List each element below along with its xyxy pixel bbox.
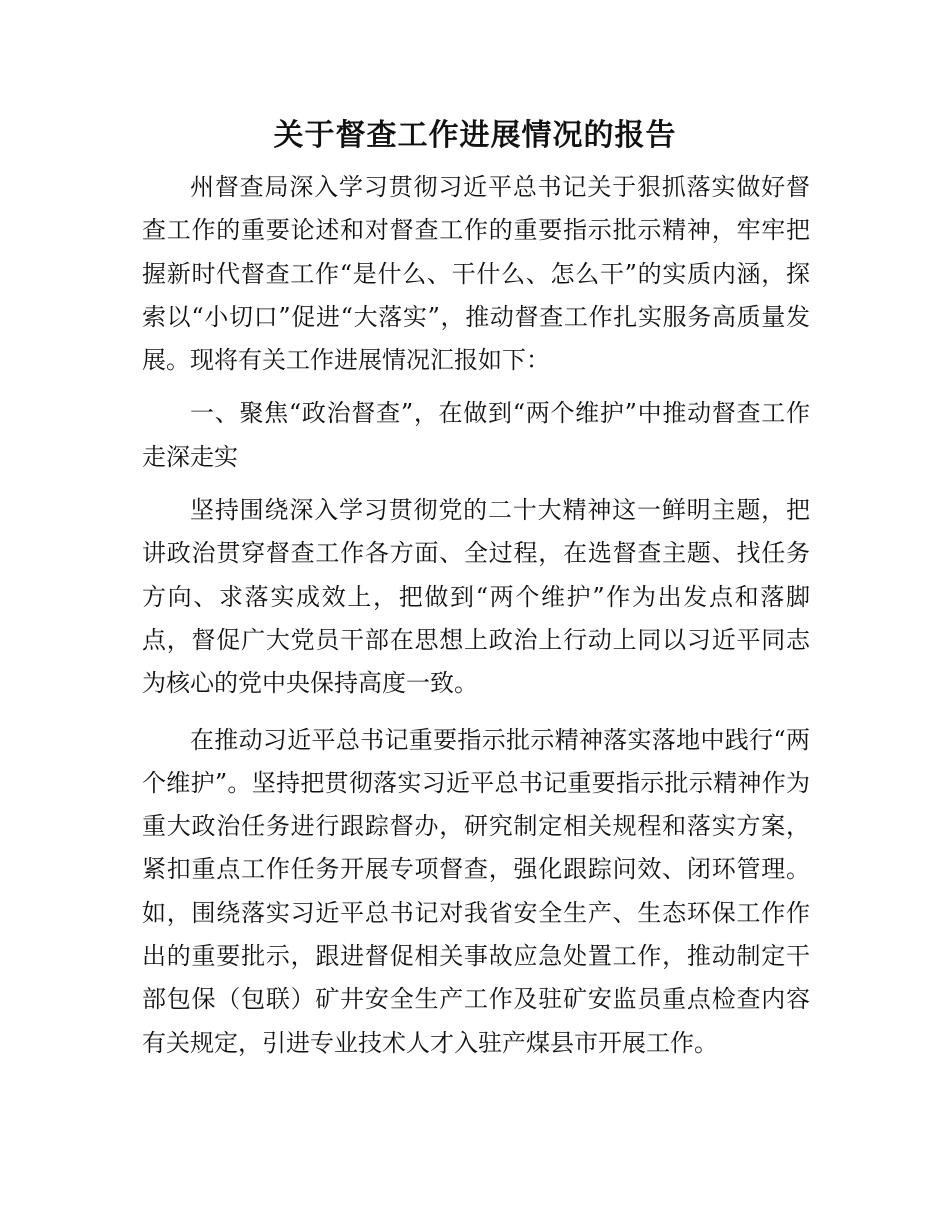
body-paragraph: 在推动习近平总书记重要指示批示精神落实落地中践行“两个维护”。坚持把贯彻落实习近平总书记重要指示批示精神作为重大政治任务进行跟踪督办，研究制定相关规程和落实方案，紧扣重点工作任务开展专项督查，强化跟踪问效、闭环管理。如，围绕落实习近平总书记对我省安全生产、生态环保工作作出的重要批示，跟进督促相关事故应急处置工作，推动制定干部包保（包联）矿井安全生产工作及驻矿安监员重点检查内容有关规定，引进专业技术人才入驻产煤县市开展工作。 xyxy=(142,725,810,1057)
body-paragraph: 坚持围绕深入学习贯彻党的二十大精神这一鲜明主题，把讲政治贯穿督查工作各方面、全过程，在选督查主题、找任务方向、求落实成效上，把做到“两个维护”作为出发点和落脚点，督促广大党员干部在思想上政治上行动上同以习近平同志为核心的党中央保持高度一致。 xyxy=(142,496,810,698)
section-heading-one: 一、聚焦“政治督查”，在做到“两个维护”中推动督查工作走深走实 xyxy=(142,399,810,471)
document-title: 关于督查工作进展情况的报告 xyxy=(273,118,677,153)
intro-paragraph: 州督查局深入学习贯彻习近平总书记关于狠抓落实做好督查工作的重要论述和对督查工作的重要指示批示精神，牢牢把握新时代督查工作“是什么、干什么、怎么干”的实质内涵，探索以“小切口”促进“大落实”，推动督查工作扎实服务高质量发展。现将有关工作进展情况汇报如下： xyxy=(142,173,810,375)
document-body xyxy=(142,166,810,1065)
